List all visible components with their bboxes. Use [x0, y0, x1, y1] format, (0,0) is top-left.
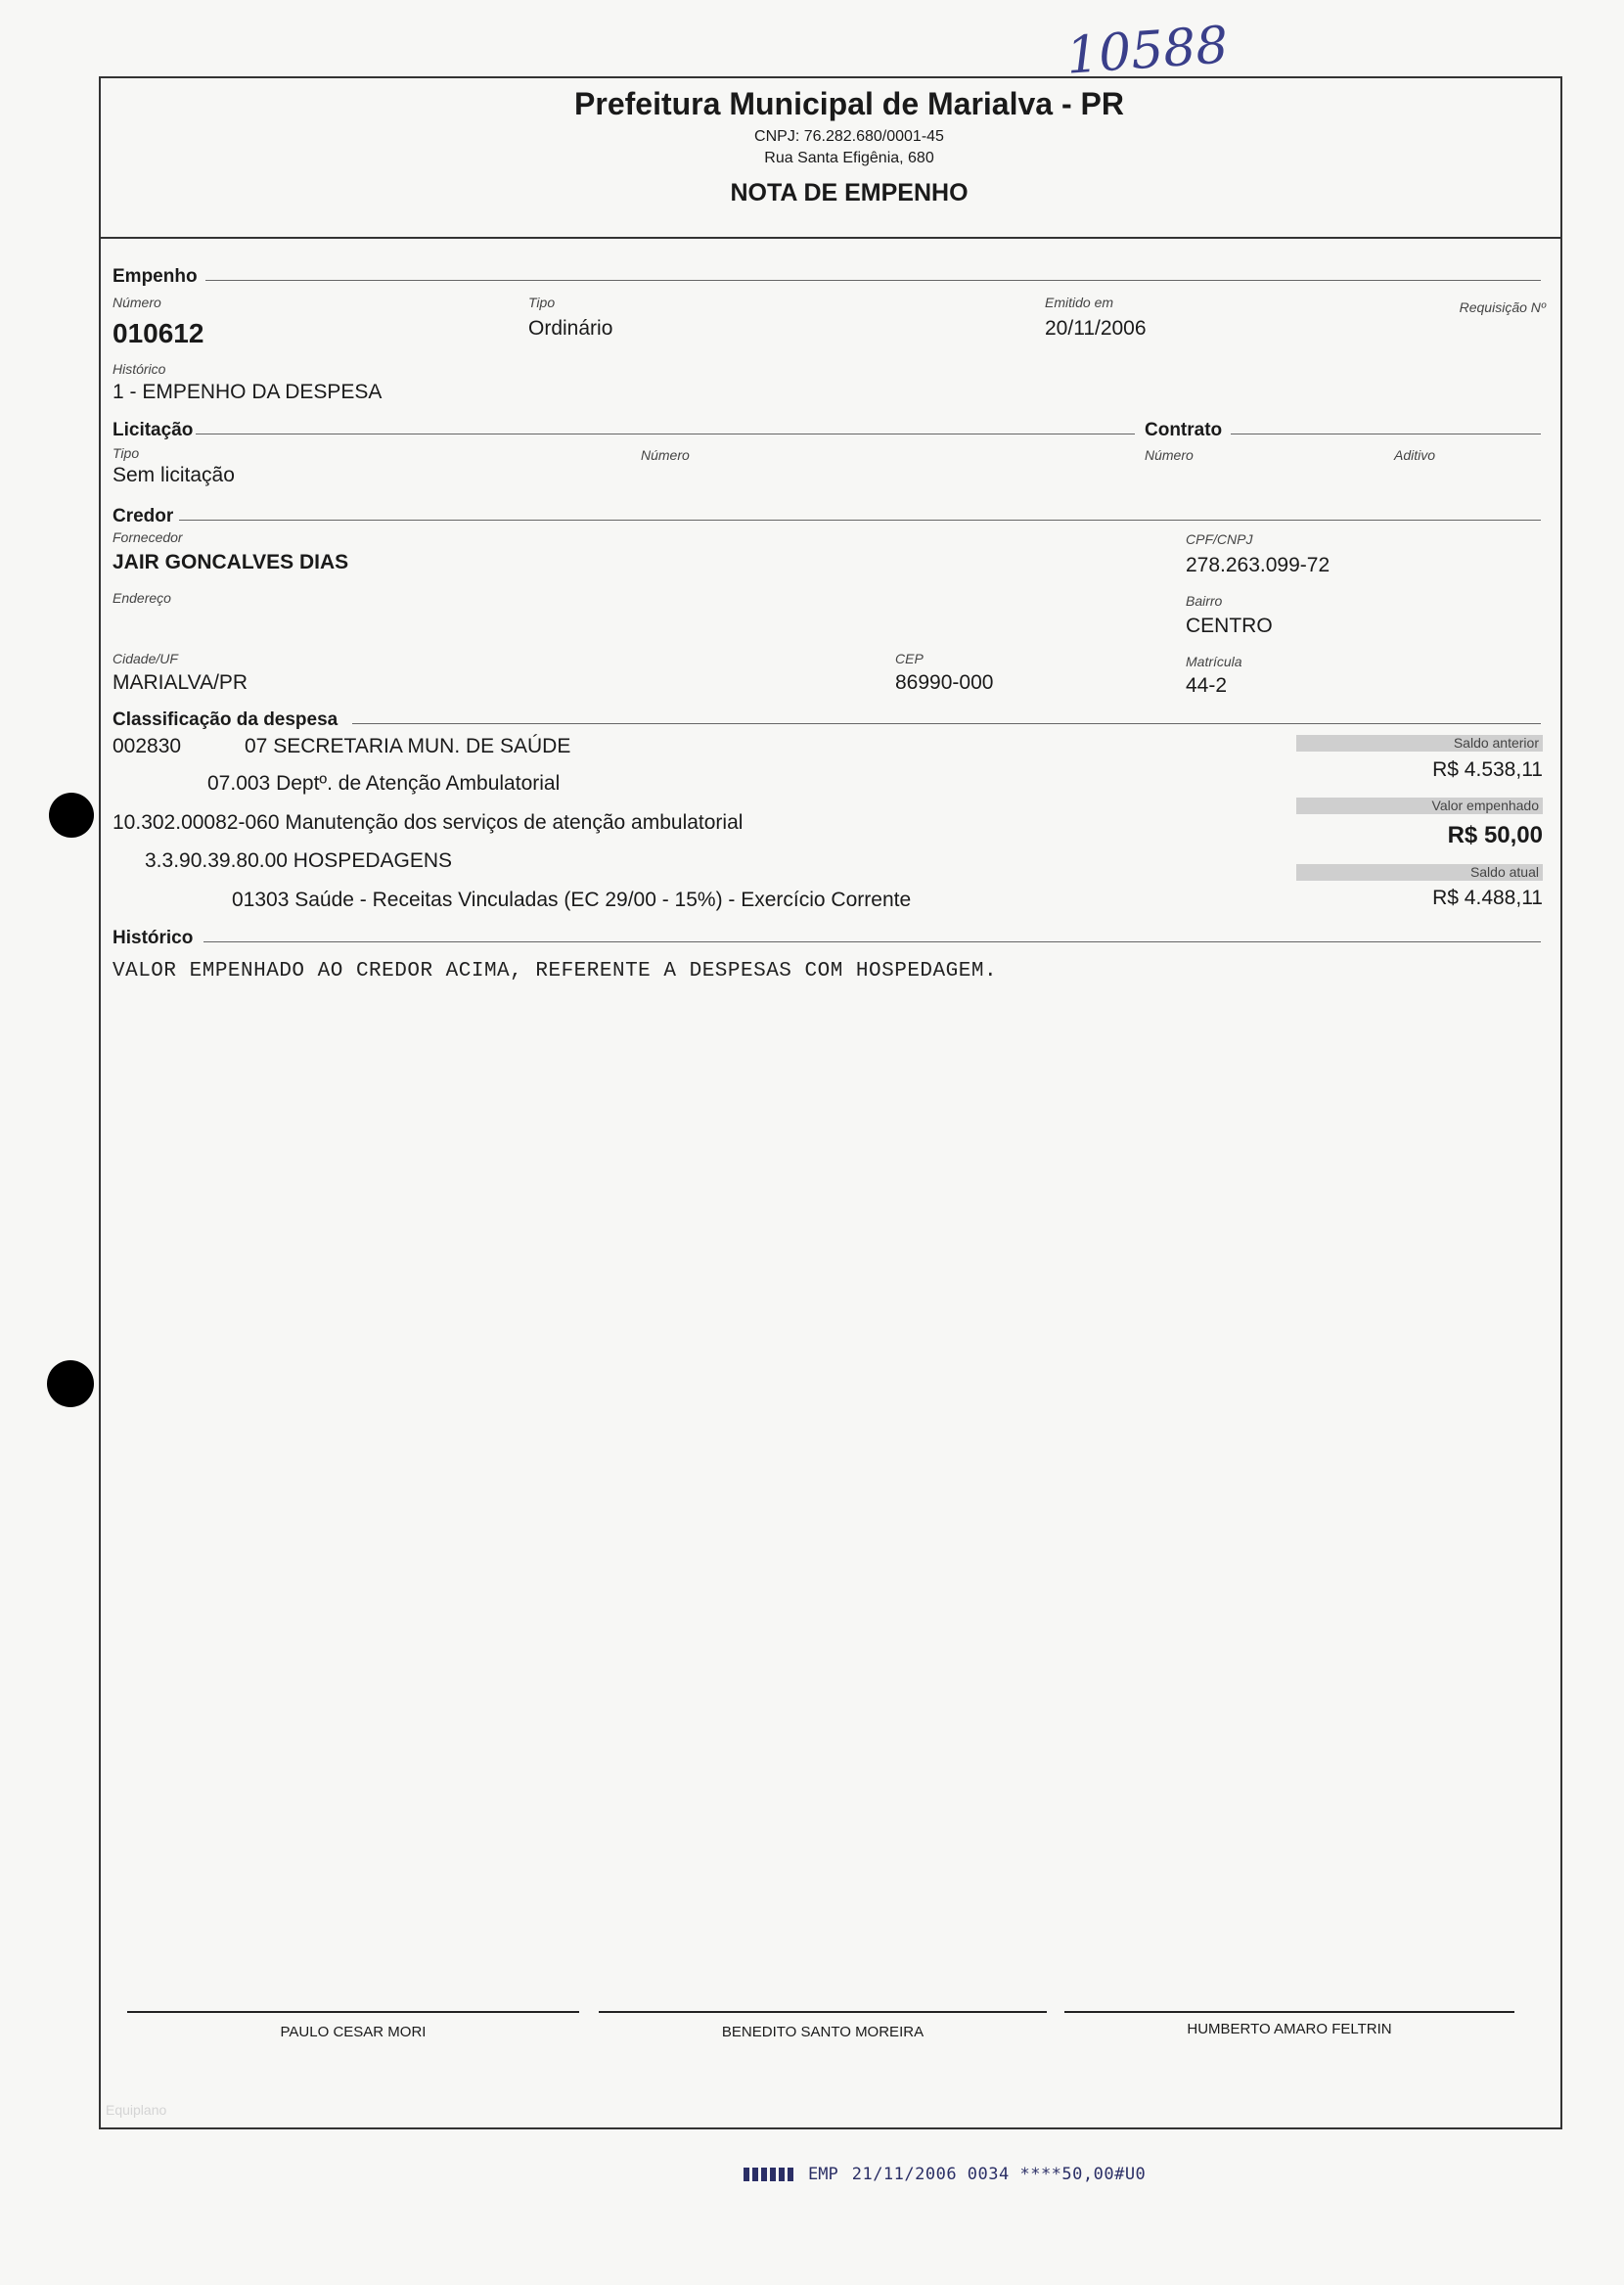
doc-title: NOTA DE EMPENHO: [730, 179, 969, 206]
punch-hole-top: [49, 793, 94, 838]
valor-empenhado-value: R$ 50,00: [1447, 822, 1543, 848]
classificacao-funcional: 10.302.00082-060 Manutenção dos serviços de atenção ambulatorial: [113, 811, 744, 834]
section-historico: Histórico: [113, 928, 194, 948]
bairro-value: CENTRO: [1186, 615, 1273, 637]
header-address: Rua Santa Efigênia, 680: [764, 150, 934, 166]
section-empenho: Empenho: [113, 266, 198, 287]
bairro-label: Bairro: [1186, 593, 1223, 609]
matricula-value: 44-2: [1186, 674, 1228, 697]
empenho-tipo: Ordinário: [528, 317, 613, 340]
endereco-label: Endereço: [113, 590, 171, 606]
fornecedor-label: Fornecedor: [113, 529, 183, 545]
signature-line-3: [1064, 2011, 1514, 2013]
cidade-value: MARIALVA/PR: [113, 671, 248, 694]
signature-line-2: [599, 2011, 1047, 2013]
footer-faint-text: Equiplano: [106, 2102, 167, 2118]
cep-value: 86990-000: [895, 671, 994, 694]
stamp-prefix: EMP: [808, 2165, 838, 2184]
saldo-anterior-label: Saldo anterior: [1296, 735, 1543, 752]
saldo-atual-value: R$ 4.488,11: [1432, 887, 1543, 909]
classificacao-recurso: 01303 Saúde - Receitas Vinculadas (EC 29/00 - 15%) - Exercício Corrente: [232, 889, 912, 911]
cpf-value: 278.263.099-72: [1186, 554, 1331, 576]
valor-empenhado-label: Valor empenhado: [1296, 798, 1543, 814]
empenho-numero-label: Número: [113, 295, 161, 310]
licitacao-tipo: Sem licitação: [113, 464, 235, 486]
section-historico-line: [203, 941, 1541, 942]
saldo-atual-label: Saldo atual: [1296, 864, 1543, 881]
header-title: Prefeitura Municipal de Marialva - PR: [574, 86, 1124, 121]
emitido-date: 20/11/2006: [1045, 317, 1147, 340]
requisicao-label: Requisição Nº: [1459, 299, 1546, 315]
contrato-numero-label: Número: [1145, 447, 1194, 463]
signature-line-1: [127, 2011, 579, 2013]
saldo-anterior-value: R$ 4.538,11: [1432, 758, 1543, 781]
header-cnpj: CNPJ: 76.282.680/0001-45: [754, 128, 944, 145]
fornecedor-name: JAIR GONCALVES DIAS: [113, 551, 349, 573]
empenho-historico: 1 - EMPENHO DA DESPESA: [113, 381, 383, 403]
classificacao-code: 002830: [113, 735, 182, 757]
section-empenho-line: [205, 280, 1541, 281]
section-credor-line: [179, 520, 1541, 521]
section-classificacao-line: [352, 723, 1541, 724]
bank-stamp: [744, 2165, 1146, 2184]
empenho-historico-label: Histórico: [113, 361, 166, 377]
handwritten-number: 10588: [1064, 16, 1231, 86]
section-licitacao: Licitação: [113, 420, 194, 440]
matricula-label: Matrícula: [1186, 654, 1242, 669]
empenho-tipo-label: Tipo: [528, 295, 556, 310]
punch-hole-bottom: [47, 1360, 94, 1407]
section-classificacao: Classificação da despesa: [113, 709, 338, 730]
section-contrato: Contrato: [1145, 420, 1223, 440]
signature-name-1: PAULO CESAR MORI: [280, 2024, 427, 2040]
classificacao-orgao: 07 SECRETARIA MUN. DE SAÚDE: [245, 735, 571, 757]
empenho-numero: 010612: [113, 318, 204, 348]
stamp-text: 21/11/2006 0034 ****50,00#U0: [851, 2165, 1147, 2184]
signature-name-3: HUMBERTO AMARO FELTRIN: [1187, 2021, 1392, 2037]
classificacao-elemento: 3.3.90.39.80.00 HOSPEDAGENS: [145, 849, 453, 872]
section-credor: Credor: [113, 506, 174, 526]
historico-text: VALOR EMPENHADO AO CREDOR ACIMA, REFERENTE A DESPESAS COM HOSPEDAGEM.: [113, 960, 998, 983]
contrato-aditivo-label: Aditivo: [1394, 447, 1436, 463]
cpf-label: CPF/CNPJ: [1186, 531, 1253, 547]
licitacao-numero-label: Número: [641, 447, 690, 463]
stamp-logo-icon: [744, 2168, 794, 2181]
licitacao-tipo-label: Tipo: [113, 445, 140, 461]
signature-name-2: BENEDITO SANTO MOREIRA: [721, 2024, 925, 2040]
emitido-label: Emitido em: [1045, 295, 1114, 310]
header-divider: [99, 237, 1560, 239]
classificacao-unidade: 07.003 Deptº. de Atenção Ambulatorial: [207, 772, 561, 795]
header: [99, 86, 1560, 207]
cep-label: CEP: [895, 651, 924, 666]
cidade-label: Cidade/UF: [113, 651, 178, 666]
